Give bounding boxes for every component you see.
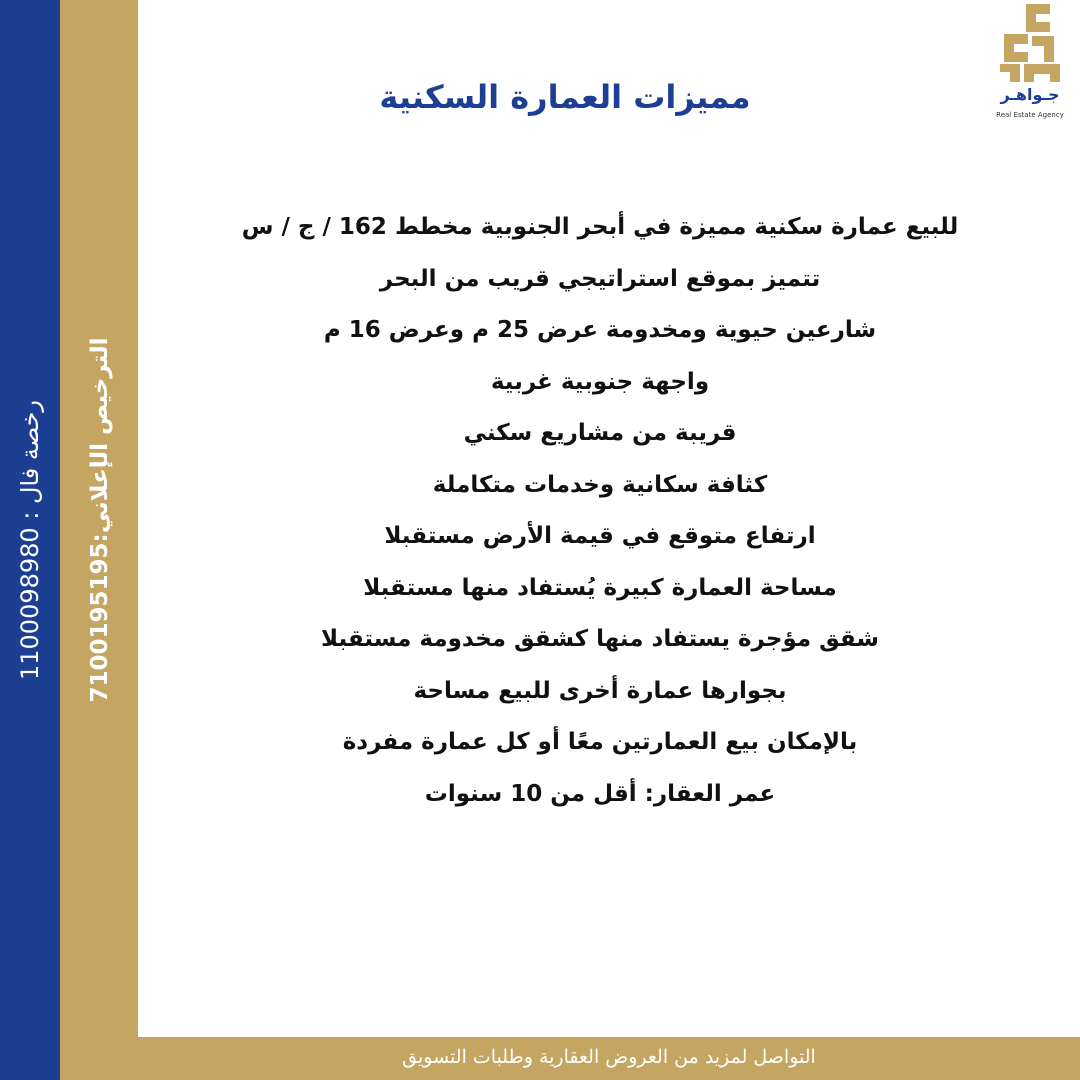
feature-item: بالإمكان بيع العمارتين معًا أو كل عمارة مفردة: [342, 729, 858, 755]
logo-name: جـواهـر: [1000, 85, 1060, 104]
feature-item: مساحة العمارة كبيرة يُستفاد منها مستقبلا: [363, 574, 837, 601]
feature-item: تتميز بموقع استراتيجي قريب من البحر: [379, 265, 821, 292]
fal-license-text: رخصة فال : 1100098980: [16, 399, 44, 681]
feature-item: للبيع عمارة سكنية مميزة في أبحر الجنوبية مخطط 162 / ج / س: [241, 214, 959, 240]
footer-contact-text: التواصل لمزيد من العروض العقارية وطلبات التسويق: [402, 1046, 816, 1068]
feature-item: شارعين حيوية ومخدومة عرض 25 م وعرض 16 م: [323, 317, 877, 343]
feature-item: بجوارها عمارة أخرى للبيع مساحة: [413, 677, 787, 704]
advertising-license-text: الترخيص الإعلاني:7100195195: [87, 337, 113, 703]
logo-mark-icon: [990, 0, 1070, 86]
feature-item: واجهة جنوبية غربية: [490, 368, 710, 395]
feature-item: عمر العقار: أقل من 10 سنوات: [424, 780, 776, 807]
features-list: [200, 205, 1000, 823]
page-title: مميزات العمارة السكنية: [379, 78, 751, 116]
feature-item: ارتفاع متوقع في قيمة الأرض مستقبلا: [384, 523, 816, 549]
logo-subtitle: Real Estate Agency: [996, 111, 1064, 119]
feature-item: قريبة من مشاريع سكني: [463, 420, 737, 446]
feature-item: شقق مؤجرة يستفاد منها كشقق مخدومة مستقبلا: [320, 626, 880, 652]
feature-item: كثافة سكانية وخدمات متكاملة: [432, 471, 768, 498]
company-logo: [990, 0, 1070, 125]
